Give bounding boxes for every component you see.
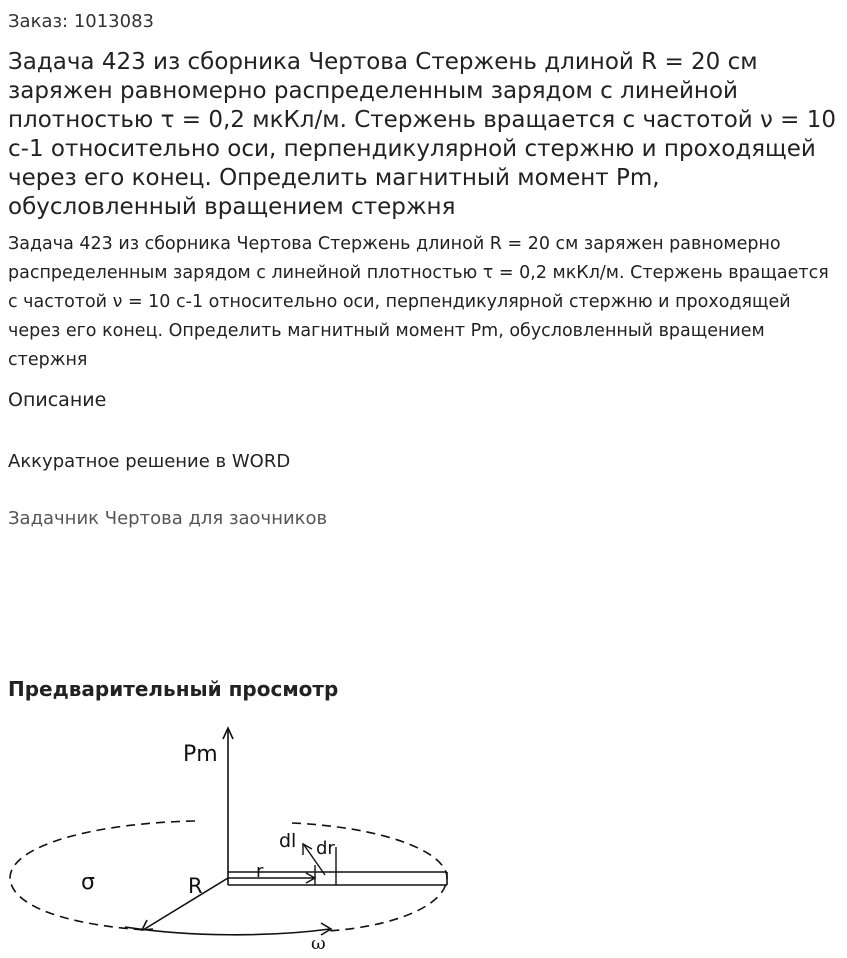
rotation-arc: [125, 927, 330, 935]
preview-diagram: [0, 715, 460, 955]
order-number: Заказ: 1013083: [8, 11, 154, 32]
task-body: Задача 423 из сборника Чертова Стержень длиной R = 20 см заряжен равномерно распределенным зарядом с линейной плотностью τ = 0,2 мкКл/м. Стержень вращается с частотой ν = 10 с-1 относительно оси, перпендикулярной стержню и проходящей через его конец. Определить магнитный момент Pm, обусловленный вращением стержня: [8, 234, 829, 370]
label-r-upper: R: [188, 874, 203, 898]
label-dl: dl: [279, 830, 297, 852]
label-pm: Pm: [183, 742, 218, 767]
description-heading: Описание: [8, 389, 107, 411]
label-dr: dr: [316, 838, 335, 859]
orbit-ellipse-left: [10, 821, 195, 930]
preview-heading: Предварительный просмотр: [8, 677, 339, 701]
label-sigma: σ: [81, 870, 95, 895]
label-r-lower: r: [256, 861, 264, 882]
collection-link[interactable]: Задачник Чертова для заочников: [8, 508, 328, 529]
label-omega: ω: [311, 933, 326, 954]
description-text: Аккуратное решение в WORD: [8, 451, 291, 472]
radius-line: [143, 878, 228, 930]
task-title: Задача 423 из сборника Чертова Стержень длиной R = 20 см заряжен равномерно распределенным зарядом с линейной плотностью τ = 0,2 мкКл/м. Стержень вращается с частотой ν = 10 с-1 относительно оси, перпендикулярной стержню и проходящей через его конец. Определить магнитный момент Pm, обусловленный вращением стержня: [8, 49, 837, 220]
